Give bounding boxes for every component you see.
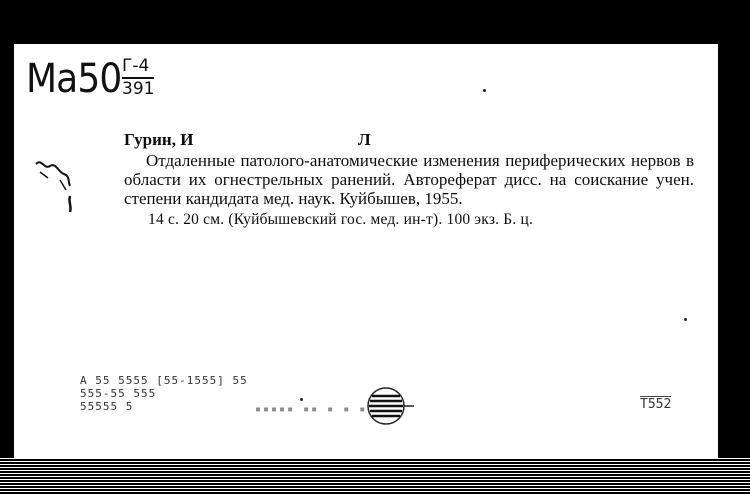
scan-edge-bottom bbox=[0, 458, 750, 494]
handwritten-squiggle-icon bbox=[30, 152, 80, 222]
stamp-line: А 55 5555 [55-1555] 55 bbox=[80, 374, 248, 387]
entry-imprint: 14 с. 20 см. (Куйбышевский гос. мед. ин-т). 100 экз. Б. ц. bbox=[148, 211, 534, 228]
entry-description: Отдаленные патолого-анатомические изменения периферических нервов в области их огнестрельных ранений. Автореферат дисс. на соискание учен. степени кандидата мед. наук. Куйбышев, 1955. bbox=[124, 151, 694, 208]
shelfmark-main: Ма50 bbox=[26, 56, 122, 102]
card-number-stamp: Т552 bbox=[640, 397, 672, 412]
shelfmark-numerator: Г-4 bbox=[122, 56, 154, 79]
speck bbox=[483, 89, 486, 92]
speck bbox=[300, 398, 303, 401]
stamp-line: 555-55 555 bbox=[80, 387, 157, 400]
stamp-line: 55555 5 bbox=[80, 400, 134, 413]
author-initial: Л bbox=[358, 130, 371, 149]
shelfmark-fraction bbox=[122, 56, 154, 99]
round-seal-icon bbox=[360, 386, 416, 426]
scan-edge-top bbox=[0, 38, 750, 44]
library-stamp bbox=[80, 374, 248, 413]
faint-stamp-marks: ▪▪▪▪▪ ▪▪ ▪ ▪ ▪ bbox=[255, 404, 368, 415]
handwritten-shelfmark bbox=[26, 56, 155, 102]
speck bbox=[684, 318, 687, 321]
scan-edge-right bbox=[718, 40, 750, 494]
author-name: Гурин, И bbox=[124, 130, 194, 149]
catalog-entry bbox=[124, 130, 694, 229]
shelfmark-denominator: 391 bbox=[122, 79, 155, 99]
